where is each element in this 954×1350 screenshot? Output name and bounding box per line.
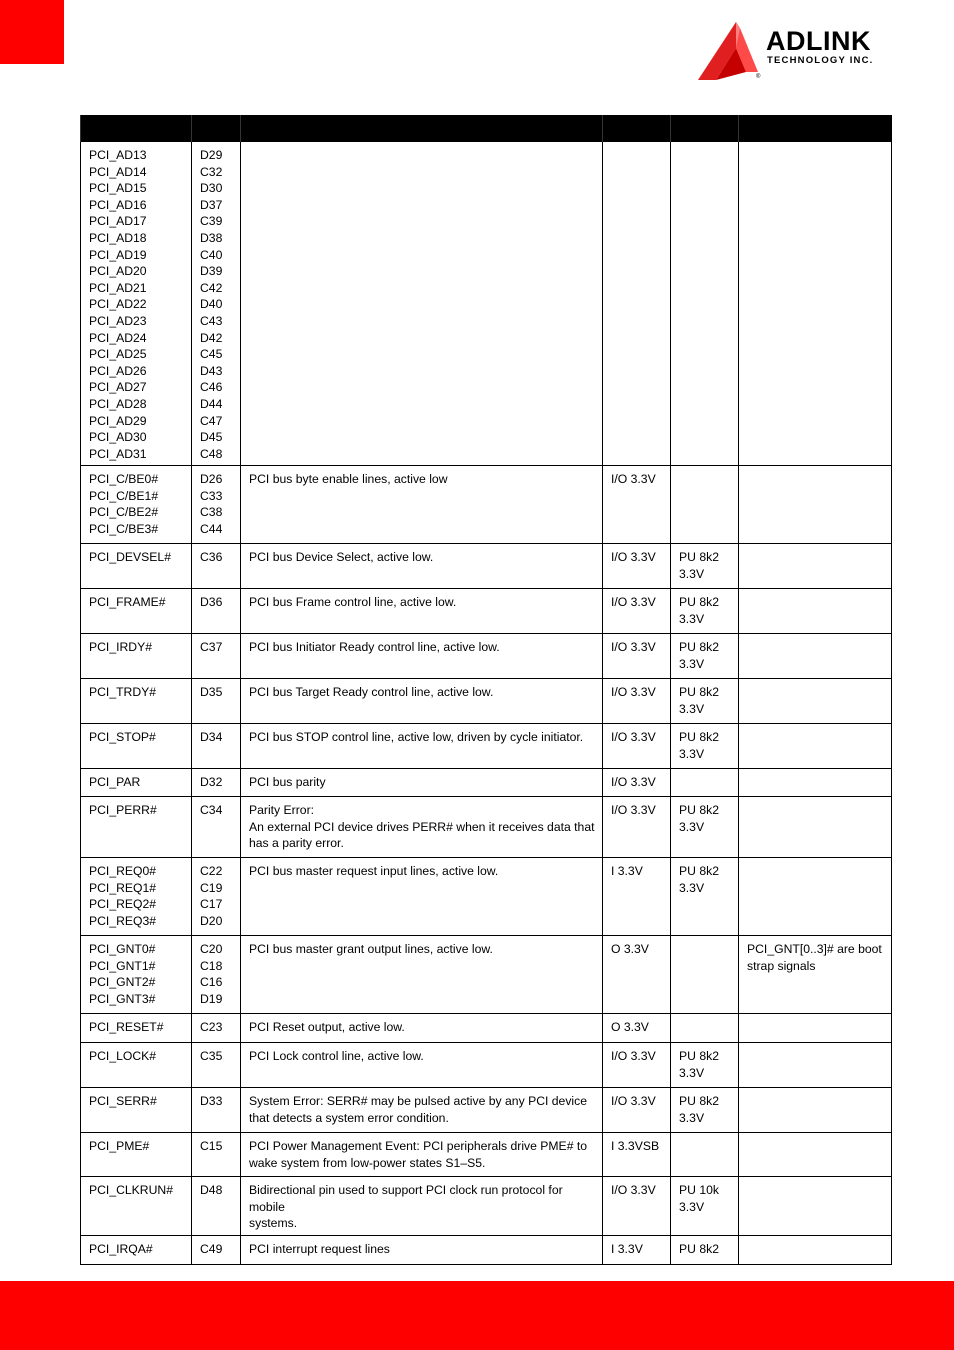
pin-line: C46	[200, 380, 223, 395]
io-cell	[603, 724, 671, 769]
io-value: I 3.3V	[611, 1242, 643, 1257]
description-line: PCI bus Target Ready control line, active low.	[249, 685, 494, 700]
adlink-logo	[696, 20, 908, 84]
pu-line: 3.3V	[679, 1065, 705, 1080]
signal-line: PCI_AD18	[89, 230, 147, 245]
io-cell	[603, 1177, 671, 1236]
io-cell	[603, 1133, 671, 1177]
comment-cell	[739, 1088, 892, 1133]
pin-cell	[192, 858, 241, 936]
description-cell	[241, 589, 603, 634]
pu-line: 3.3V	[679, 611, 705, 626]
table-row	[81, 1014, 892, 1043]
pin-cell	[192, 544, 241, 589]
pin-line: C33	[200, 488, 223, 503]
signal-line: PCI_AD15	[89, 181, 147, 196]
description-line: PCI Power Management Event: PCI peripherals drive PME# to	[249, 1139, 588, 1154]
signal-line: PCI_GNT0#	[89, 942, 156, 957]
io-cell	[603, 936, 671, 1014]
pin-line: C38	[200, 505, 223, 520]
io-value: I 3.3V	[611, 864, 643, 879]
pin-cell	[192, 797, 241, 858]
description-line: PCI bus Frame control line, active low.	[249, 595, 457, 610]
signal-line: PCI_REQ0#	[89, 864, 157, 879]
pu-cell	[671, 142, 739, 466]
description-line: PCI interrupt request lines	[249, 1242, 390, 1257]
pin-line: D34	[200, 730, 223, 745]
description-line: Bidirectional pin used to support PCI clock run protocol for mobile	[249, 1183, 563, 1214]
signal-line: PCI_AD14	[89, 164, 147, 179]
signal-line: PCI_C/BE0#	[89, 472, 159, 487]
io-cell	[603, 466, 671, 544]
signal-line: PCI_REQ1#	[89, 880, 157, 895]
description-cell	[241, 1043, 603, 1088]
description-line: PCI bus master grant output lines, active low.	[249, 942, 493, 957]
description-line: PCI bus Initiator Ready control line, active low.	[249, 640, 500, 655]
table-row	[81, 544, 892, 589]
signal-line: PCI_AD17	[89, 214, 147, 229]
signal-line: PCI_AD28	[89, 396, 147, 411]
pin-cell	[192, 724, 241, 769]
description-cell	[241, 724, 603, 769]
signal-line: PCI_AD24	[89, 330, 147, 345]
comment-cell	[739, 142, 892, 466]
description-cell	[241, 1236, 603, 1265]
description-line: PCI bus master request input lines, active low.	[249, 864, 499, 879]
pin-line: C44	[200, 522, 223, 537]
pin-line: C40	[200, 247, 223, 262]
description-cell	[241, 1014, 603, 1043]
comment-cell	[739, 466, 892, 544]
description-cell	[241, 634, 603, 679]
signal-cell	[81, 589, 192, 634]
signal-line: PCI_C/BE1#	[89, 488, 159, 503]
pin-cell	[192, 1236, 241, 1265]
comment-cell	[739, 1014, 892, 1043]
table-row	[81, 589, 892, 634]
table-row	[81, 797, 892, 858]
io-value: I/O 3.3V	[611, 595, 656, 610]
pin-line: C48	[200, 446, 223, 461]
pin-line: D20	[200, 914, 223, 929]
description-cell	[241, 797, 603, 858]
pin-line: D40	[200, 297, 223, 312]
pin-line: C32	[200, 164, 223, 179]
logo-wordmark: ADLINK	[766, 26, 871, 56]
comment-cell	[739, 769, 892, 797]
signal-cell	[81, 1043, 192, 1088]
pin-cell	[192, 466, 241, 544]
io-cell	[603, 142, 671, 466]
signal-line: PCI_AD25	[89, 347, 147, 362]
header-signal	[81, 115, 192, 142]
pu-cell	[671, 544, 739, 589]
signal-line: PCI_DEVSEL#	[89, 550, 171, 565]
signal-cell	[81, 466, 192, 544]
signal-line: PCI_GNT3#	[89, 992, 156, 1007]
io-cell	[603, 1236, 671, 1265]
io-cell	[603, 1043, 671, 1088]
pu-cell	[671, 1043, 739, 1088]
signal-line: PCI_IRDY#	[89, 640, 152, 655]
signal-cell	[81, 1177, 192, 1236]
pin-line: D30	[200, 181, 223, 196]
signal-line: PCI_SERR#	[89, 1094, 157, 1109]
logo-subtitle: TECHNOLOGY INC.	[767, 55, 874, 66]
pu-cell	[671, 634, 739, 679]
pu-line: PU 8k2	[679, 730, 719, 745]
footer-red-bar	[0, 1281, 954, 1350]
signal-line: PCI_CLKRUN#	[89, 1183, 173, 1198]
io-value: I/O 3.3V	[611, 685, 656, 700]
pin-line: C23	[200, 1020, 223, 1035]
signal-line: PCI_AD21	[89, 280, 147, 295]
pin-cell	[192, 679, 241, 724]
signal-line: PCI_GNT1#	[89, 958, 156, 973]
pin-line: D44	[200, 396, 223, 411]
signal-cell	[81, 1236, 192, 1265]
description-line: PCI Reset output, active low.	[249, 1020, 405, 1035]
pu-line: 3.3V	[679, 819, 705, 834]
signal-line: PCI_AD27	[89, 380, 147, 395]
comment-cell	[739, 797, 892, 858]
io-value: I/O 3.3V	[611, 730, 656, 745]
pin-definition-table	[80, 115, 892, 1265]
description-line: Parity Error:	[249, 803, 315, 818]
signal-line: PCI_AD20	[89, 264, 147, 279]
pin-line: D36	[200, 595, 223, 610]
pu-line: 3.3V	[679, 746, 705, 761]
description-cell	[241, 679, 603, 724]
io-value: I/O 3.3V	[611, 472, 656, 487]
pin-line: C17	[200, 897, 223, 912]
signal-cell	[81, 769, 192, 797]
io-cell	[603, 769, 671, 797]
pu-line: 3.3V	[679, 566, 705, 581]
pin-cell	[192, 1133, 241, 1177]
pin-line: D32	[200, 775, 223, 790]
table-row	[81, 858, 892, 936]
pu-cell	[671, 797, 739, 858]
pu-cell	[671, 466, 739, 544]
description-line: PCI bus STOP control line, active low, driven by cycle initiator.	[249, 730, 584, 745]
io-value: I/O 3.3V	[611, 1049, 656, 1064]
table-row	[81, 679, 892, 724]
pin-line: D42	[200, 330, 223, 345]
signal-line: PCI_C/BE2#	[89, 505, 159, 520]
signal-cell	[81, 1088, 192, 1133]
table-row	[81, 142, 892, 466]
table-row	[81, 466, 892, 544]
pin-line: D35	[200, 685, 223, 700]
pu-line: PU 10k	[679, 1183, 719, 1198]
signal-line: PCI_REQ2#	[89, 897, 157, 912]
signal-cell	[81, 858, 192, 936]
pin-line: C39	[200, 214, 223, 229]
pin-cell	[192, 1177, 241, 1236]
pin-line: D48	[200, 1183, 223, 1198]
table-row	[81, 1236, 892, 1265]
pin-cell	[192, 936, 241, 1014]
pin-line: C16	[200, 975, 223, 990]
signal-line: PCI_AD23	[89, 313, 147, 328]
signal-line: PCI_AD19	[89, 247, 147, 262]
signal-line: PCI_STOP#	[89, 730, 156, 745]
signal-line: PCI_RESET#	[89, 1020, 164, 1035]
pin-line: C20	[200, 942, 223, 957]
signal-line: PCI_C/BE3#	[89, 522, 159, 537]
pu-line: 3.3V	[679, 656, 705, 671]
table-row	[81, 1133, 892, 1177]
table-header-row	[81, 115, 892, 142]
description-line: PCI bus parity	[249, 775, 326, 790]
description-line: PCI bus byte enable lines, active low	[249, 472, 448, 487]
signal-line: PCI_AD26	[89, 363, 147, 378]
description-line: systems.	[249, 1216, 298, 1231]
signal-cell	[81, 679, 192, 724]
signal-line: PCI_LOCK#	[89, 1049, 157, 1064]
signal-line: PCI_IRQA#	[89, 1242, 153, 1257]
signal-line: PCI_PERR#	[89, 803, 157, 818]
pu-line: PU 8k2	[679, 864, 719, 879]
signal-cell	[81, 936, 192, 1014]
comment-cell	[739, 1236, 892, 1265]
io-cell	[603, 544, 671, 589]
logo-registered-mark: ®	[756, 74, 761, 80]
header-pu-pd	[671, 115, 739, 142]
pin-cell	[192, 1088, 241, 1133]
pu-cell	[671, 936, 739, 1014]
io-value: O 3.3V	[611, 1020, 649, 1035]
signal-line: PCI_PAR	[89, 775, 141, 790]
pin-line: D37	[200, 197, 223, 212]
io-value: I/O 3.3V	[611, 1183, 656, 1198]
pin-line: C45	[200, 347, 223, 362]
header-io	[603, 115, 671, 142]
comment-line: PCI_GNT[0..3]# are boot	[747, 942, 882, 957]
description-cell	[241, 936, 603, 1014]
pu-cell	[671, 1088, 739, 1133]
pin-line: D43	[200, 363, 223, 378]
pin-line: C37	[200, 640, 223, 655]
pin-line: C18	[200, 958, 223, 973]
description-cell	[241, 1133, 603, 1177]
signal-line: PCI_AD22	[89, 297, 147, 312]
description-cell	[241, 858, 603, 936]
io-value: O 3.3V	[611, 942, 649, 957]
pu-cell	[671, 1014, 739, 1043]
description-line: PCI bus Device Select, active low.	[249, 550, 434, 565]
pin-line: C43	[200, 313, 223, 328]
signal-line: PCI_AD30	[89, 430, 147, 445]
pin-cell	[192, 634, 241, 679]
io-cell	[603, 797, 671, 858]
pin-line: C19	[200, 880, 223, 895]
pin-line: C47	[200, 413, 223, 428]
signal-line: PCI_PME#	[89, 1139, 150, 1154]
pu-line: 3.3V	[679, 880, 705, 895]
pu-cell	[671, 769, 739, 797]
description-cell	[241, 769, 603, 797]
pu-line: PU 8k2	[679, 595, 719, 610]
comment-cell	[739, 936, 892, 1014]
pu-line: PU 8k2	[679, 685, 719, 700]
table-row	[81, 724, 892, 769]
pin-line: C34	[200, 803, 223, 818]
io-cell	[603, 858, 671, 936]
header-description	[241, 115, 603, 142]
table-row	[81, 634, 892, 679]
io-value: I/O 3.3V	[611, 775, 656, 790]
pin-line: D26	[200, 472, 223, 487]
description-line: wake system from low-power states S1–S5.	[249, 1155, 486, 1170]
pin-line: C35	[200, 1049, 223, 1064]
io-value: I/O 3.3V	[611, 550, 656, 565]
pu-line: 3.3V	[679, 1199, 705, 1214]
table-row	[81, 936, 892, 1014]
pin-line: D38	[200, 230, 223, 245]
io-cell	[603, 679, 671, 724]
header-pin	[192, 115, 241, 142]
pu-cell	[671, 858, 739, 936]
io-cell	[603, 589, 671, 634]
pin-cell	[192, 589, 241, 634]
signal-cell	[81, 797, 192, 858]
header-comment	[739, 115, 892, 142]
comment-cell	[739, 679, 892, 724]
comment-cell	[739, 589, 892, 634]
pin-line: D33	[200, 1094, 223, 1109]
pin-line: C22	[200, 864, 223, 879]
pu-cell	[671, 589, 739, 634]
io-cell	[603, 1014, 671, 1043]
adlink-triangle-icon	[696, 20, 760, 84]
pu-line: 3.3V	[679, 701, 705, 716]
description-cell	[241, 466, 603, 544]
pu-cell	[671, 679, 739, 724]
pin-line: D39	[200, 264, 223, 279]
table-row	[81, 1177, 892, 1236]
signal-cell	[81, 544, 192, 589]
red-corner-block	[0, 0, 64, 64]
comment-cell	[739, 724, 892, 769]
comment-cell	[739, 544, 892, 589]
comment-cell	[739, 1133, 892, 1177]
comment-cell	[739, 1043, 892, 1088]
pu-line: PU 8k2	[679, 1094, 719, 1109]
description-line: PCI Lock control line, active low.	[249, 1049, 424, 1064]
pu-line: PU 8k2	[679, 803, 719, 818]
io-value: I/O 3.3V	[611, 640, 656, 655]
pin-line: C36	[200, 550, 223, 565]
io-cell	[603, 1088, 671, 1133]
pu-line: PU 8k2	[679, 1049, 719, 1064]
table-row	[81, 1043, 892, 1088]
comment-cell	[739, 858, 892, 936]
pin-cell	[192, 142, 241, 466]
table-body	[81, 142, 892, 1265]
pu-cell	[671, 1133, 739, 1177]
comment-line: strap signals	[747, 958, 816, 973]
signal-line: PCI_FRAME#	[89, 595, 166, 610]
comment-cell	[739, 1177, 892, 1236]
pu-cell	[671, 1236, 739, 1265]
signal-cell	[81, 1133, 192, 1177]
pu-cell	[671, 1177, 739, 1236]
comment-cell	[739, 634, 892, 679]
pu-line: PU 8k2	[679, 1242, 719, 1257]
io-value: I 3.3VSB	[611, 1139, 660, 1154]
table-row	[81, 769, 892, 797]
pin-line: D29	[200, 148, 223, 162]
signal-line: PCI_REQ3#	[89, 914, 157, 929]
pin-line: D19	[200, 992, 223, 1007]
description-cell	[241, 1088, 603, 1133]
signal-cell	[81, 724, 192, 769]
description-line: An external PCI device drives PERR# when it receives data that	[249, 819, 595, 834]
description-line: that detects a system error condition.	[249, 1110, 449, 1125]
description-line: has a parity error.	[249, 836, 344, 851]
io-value: I/O 3.3V	[611, 1094, 656, 1109]
pin-line: C42	[200, 280, 223, 295]
pu-line: PU 8k2	[679, 550, 719, 565]
signal-line: PCI_TRDY#	[89, 685, 157, 700]
signal-line: PCI_AD29	[89, 413, 147, 428]
description-cell	[241, 544, 603, 589]
signal-line: PCI_AD13	[89, 148, 147, 162]
pin-cell	[192, 1043, 241, 1088]
signal-line: PCI_GNT2#	[89, 975, 156, 990]
pin-line: D45	[200, 430, 223, 445]
pu-line: 3.3V	[679, 1110, 705, 1125]
pin-cell	[192, 769, 241, 797]
signal-cell	[81, 1014, 192, 1043]
signal-line: PCI_AD31	[89, 446, 147, 461]
pin-line: C49	[200, 1242, 223, 1257]
signal-cell	[81, 634, 192, 679]
signal-line: PCI_AD16	[89, 197, 147, 212]
pin-line: C15	[200, 1139, 223, 1154]
description-cell	[241, 142, 603, 466]
pu-cell	[671, 724, 739, 769]
table-row	[81, 1088, 892, 1133]
pin-cell	[192, 1014, 241, 1043]
io-value: I/O 3.3V	[611, 803, 656, 818]
io-cell	[603, 634, 671, 679]
pu-line: PU 8k2	[679, 640, 719, 655]
signal-cell	[81, 142, 192, 466]
description-line: System Error: SERR# may be pulsed active by any PCI device	[249, 1094, 588, 1109]
description-cell	[241, 1177, 603, 1236]
